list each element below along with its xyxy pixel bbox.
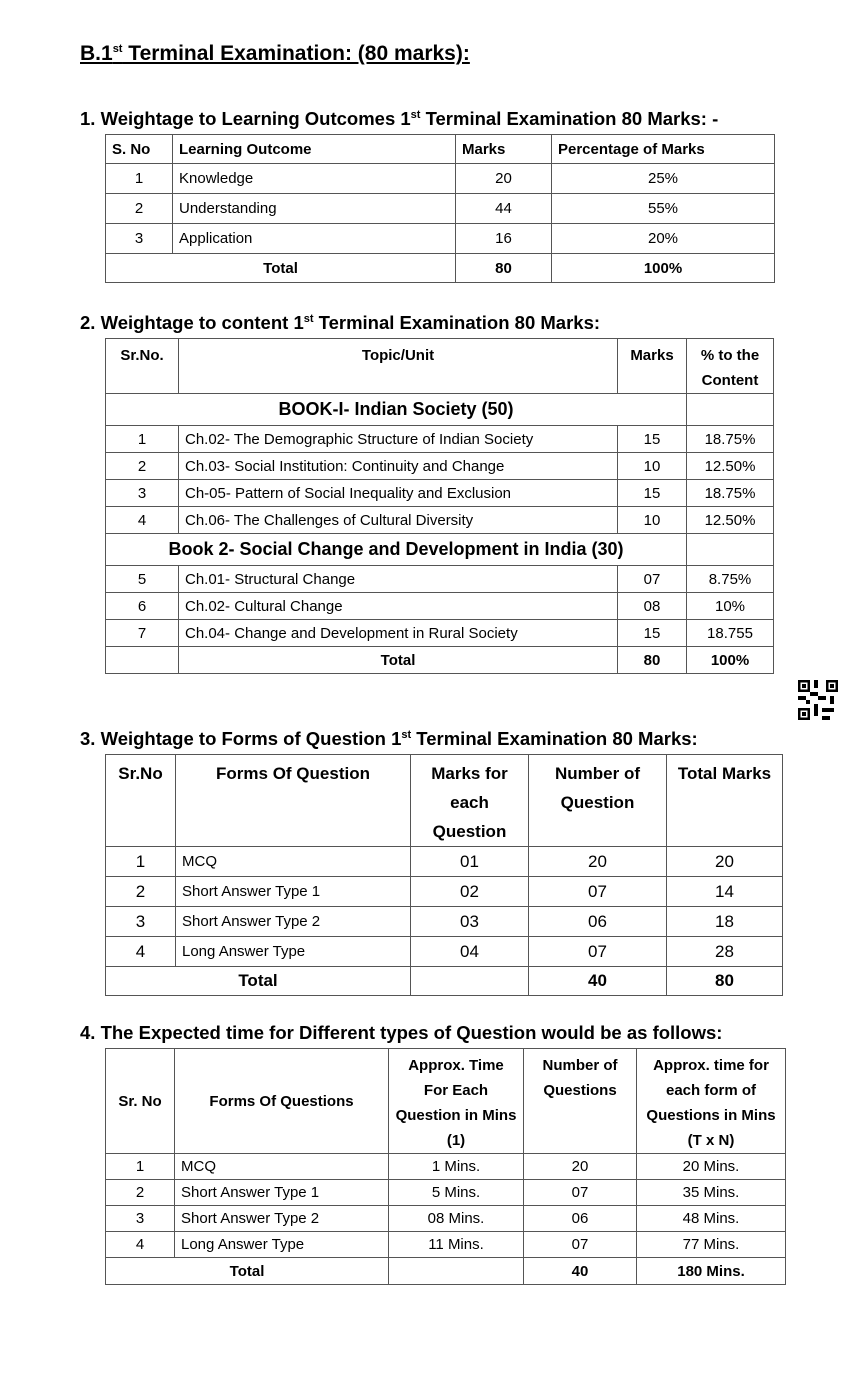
section-heading-1 [80,108,718,130]
question-forms-table [105,754,783,996]
table-cell: 7 [106,620,179,647]
heading-text: 2. Weightage to content 1 [80,312,304,333]
heading-text: 3. Weightage to Forms of Question 1 [80,728,402,749]
table-cell: Understanding [173,194,456,224]
table-row [106,620,774,647]
column-header: Forms Of Question [176,755,411,847]
table-row [106,937,783,967]
table-row [106,453,774,480]
total-row [106,647,774,674]
qr-code-icon [798,680,838,720]
table-cell: 80 [456,254,552,283]
table-cell: 1 [106,1154,175,1180]
table-cell: 18 [667,907,783,937]
column-header: Number of Questions [524,1049,637,1154]
table-cell: 1 Mins. [389,1154,524,1180]
table-cell: Knowledge [173,164,456,194]
table-row [106,224,775,254]
column-header: Approx. Time For Each Question in Mins (1) [389,1049,524,1154]
column-header: % to the Content [687,339,774,394]
table-cell: Long Answer Type [175,1232,389,1258]
expected-time-table [105,1048,786,1285]
column-header: Percentage of Marks [552,135,775,164]
table-cell: 08 [618,593,687,620]
table-cell: 20 Mins. [637,1154,786,1180]
table-cell [106,647,179,674]
table-cell: 07 [529,937,667,967]
column-header: Approx. time for each form of Questions in Mins (T x N) [637,1049,786,1154]
table-row [106,593,774,620]
table-row [106,566,774,593]
table-cell: 03 [411,907,529,937]
table-cell: 2 [106,453,179,480]
table-cell: 2 [106,1180,175,1206]
table-cell: 12.50% [687,453,774,480]
section-heading-3 [80,728,698,750]
table-cell: Application [173,224,456,254]
table-cell: Ch.03- Social Institution: Continuity and Change [179,453,618,480]
title-rest: Terminal Examination: (80 marks): [122,42,470,65]
table-row [106,507,774,534]
table-cell: 25% [552,164,775,194]
table-cell: Short Answer Type 2 [176,907,411,937]
heading-text: 1. Weightage to Learning Outcomes 1 [80,108,411,129]
table-cell: Ch.04- Change and Development in Rural Society [179,620,618,647]
table-cell: 44 [456,194,552,224]
table-cell: 100% [552,254,775,283]
table-cell: 1 [106,426,179,453]
table-cell: 5 [106,566,179,593]
book-row [106,394,774,426]
column-header: Forms Of Questions [175,1049,389,1154]
table-cell: Ch.02- The Demographic Structure of Indian Society [179,426,618,453]
total-row [106,967,783,996]
table-cell: 10 [618,453,687,480]
column-header: Sr.No [106,755,176,847]
table-cell: 01 [411,847,529,877]
section-heading-4 [80,1022,722,1044]
table-row [106,1206,786,1232]
table-cell: 3 [106,480,179,507]
header-row [106,1049,786,1154]
heading-text: 4. The Expected time for Different types of Question would be as follows: [80,1022,723,1043]
table-cell: Ch.02- Cultural Change [179,593,618,620]
table-cell: Short Answer Type 2 [175,1206,389,1232]
column-header: Total Marks [667,755,783,847]
table-row [106,164,775,194]
table-cell: Short Answer Type 1 [175,1180,389,1206]
table-cell: 06 [529,907,667,937]
table-cell: 48 Mins. [637,1206,786,1232]
table-cell: 07 [524,1232,637,1258]
title-text: B.1 [80,42,113,65]
table-cell: 15 [618,480,687,507]
column-header: Topic/Unit [179,339,618,394]
book-heading: Book 2- Social Change and Development in India (30) [106,534,687,566]
table-cell: 1 [106,847,176,877]
table-cell: 80 [618,647,687,674]
table-cell: 80 [667,967,783,996]
table-cell: 77 Mins. [637,1232,786,1258]
table-cell: 11 Mins. [389,1232,524,1258]
table-cell: Short Answer Type 1 [176,877,411,907]
table-cell: 4 [106,937,176,967]
table-cell: 5 Mins. [389,1180,524,1206]
header-row [106,135,775,164]
table-cell: 06 [524,1206,637,1232]
column-header: Marks [618,339,687,394]
table-cell: 07 [618,566,687,593]
table-cell: Ch.06- The Challenges of Cultural Diversity [179,507,618,534]
column-header: S. No [106,135,173,164]
table-cell: 100% [687,647,774,674]
table-cell: 4 [106,1232,175,1258]
section-heading-2 [80,312,600,334]
table-cell: 15 [618,620,687,647]
table-cell: 20 [524,1154,637,1180]
page-title [80,42,470,66]
table-cell: 20 [667,847,783,877]
table-row [106,480,774,507]
table-cell: 10% [687,593,774,620]
total-label: Total [179,647,618,674]
table-cell: 180 Mins. [637,1258,786,1285]
table-cell: Long Answer Type [176,937,411,967]
table-cell: 12.50% [687,507,774,534]
table-cell: Ch.01- Structural Change [179,566,618,593]
column-header: Sr. No [106,1049,175,1154]
table-cell: 07 [524,1180,637,1206]
heading-sup: st [401,728,412,741]
table-cell: 08 Mins. [389,1206,524,1232]
table-cell: 04 [411,937,529,967]
table-row [106,847,783,877]
table-cell: 15 [618,426,687,453]
table-cell: MCQ [176,847,411,877]
table-cell: 3 [106,224,173,254]
table-cell [389,1258,524,1285]
content-weightage-table [105,338,774,674]
table-row [106,194,775,224]
table-cell: 2 [106,194,173,224]
column-header: Marks [456,135,552,164]
table-cell: 07 [529,877,667,907]
table-cell: 16 [456,224,552,254]
table-cell: 55% [552,194,775,224]
title-sup: st [112,43,123,55]
table-cell [687,394,774,426]
heading-text: Terminal Examination 80 Marks: [313,312,601,333]
column-header: Number of Question [529,755,667,847]
table-row [106,1180,786,1206]
total-row [106,1258,786,1285]
heading-sup: st [410,108,421,121]
heading-text: Terminal Examination 80 Marks: [411,728,698,749]
column-header: Sr.No. [106,339,179,394]
table-cell: 1 [106,164,173,194]
table-cell: 8.75% [687,566,774,593]
table-row [106,426,774,453]
table-cell: 2 [106,877,176,907]
table-cell: 02 [411,877,529,907]
heading-text: Terminal Examination 80 Marks: - [420,108,719,129]
table-cell: 6 [106,593,179,620]
table-cell: 4 [106,507,179,534]
book-heading: BOOK-I- Indian Society (50) [106,394,687,426]
total-label: Total [106,1258,389,1285]
table-cell [687,534,774,566]
table-cell: MCQ [175,1154,389,1180]
table-cell: 18.75% [687,480,774,507]
table-cell: 18.755 [687,620,774,647]
table-row [106,877,783,907]
learning-outcomes-table [105,134,775,283]
table-cell: 18.75% [687,426,774,453]
table-cell: 40 [524,1258,637,1285]
table-cell: 40 [529,967,667,996]
table-cell [411,967,529,996]
header-row [106,755,783,847]
table-cell: 20% [552,224,775,254]
table-row [106,1232,786,1258]
book-row [106,534,774,566]
header-row [106,339,774,394]
table-cell: 28 [667,937,783,967]
column-header: Marks for each Question [411,755,529,847]
table-cell: 10 [618,507,687,534]
table-row [106,907,783,937]
table-row [106,1154,786,1180]
heading-sup: st [303,312,314,325]
table-cell: 20 [529,847,667,877]
table-cell: 3 [106,1206,175,1232]
table-cell: 35 Mins. [637,1180,786,1206]
total-label: Total [106,254,456,283]
column-header: Learning Outcome [173,135,456,164]
table-cell: 20 [456,164,552,194]
total-label: Total [106,967,411,996]
total-row [106,254,775,283]
table-cell: 14 [667,877,783,907]
table-cell: Ch-05- Pattern of Social Inequality and Exclusion [179,480,618,507]
table-cell: 3 [106,907,176,937]
